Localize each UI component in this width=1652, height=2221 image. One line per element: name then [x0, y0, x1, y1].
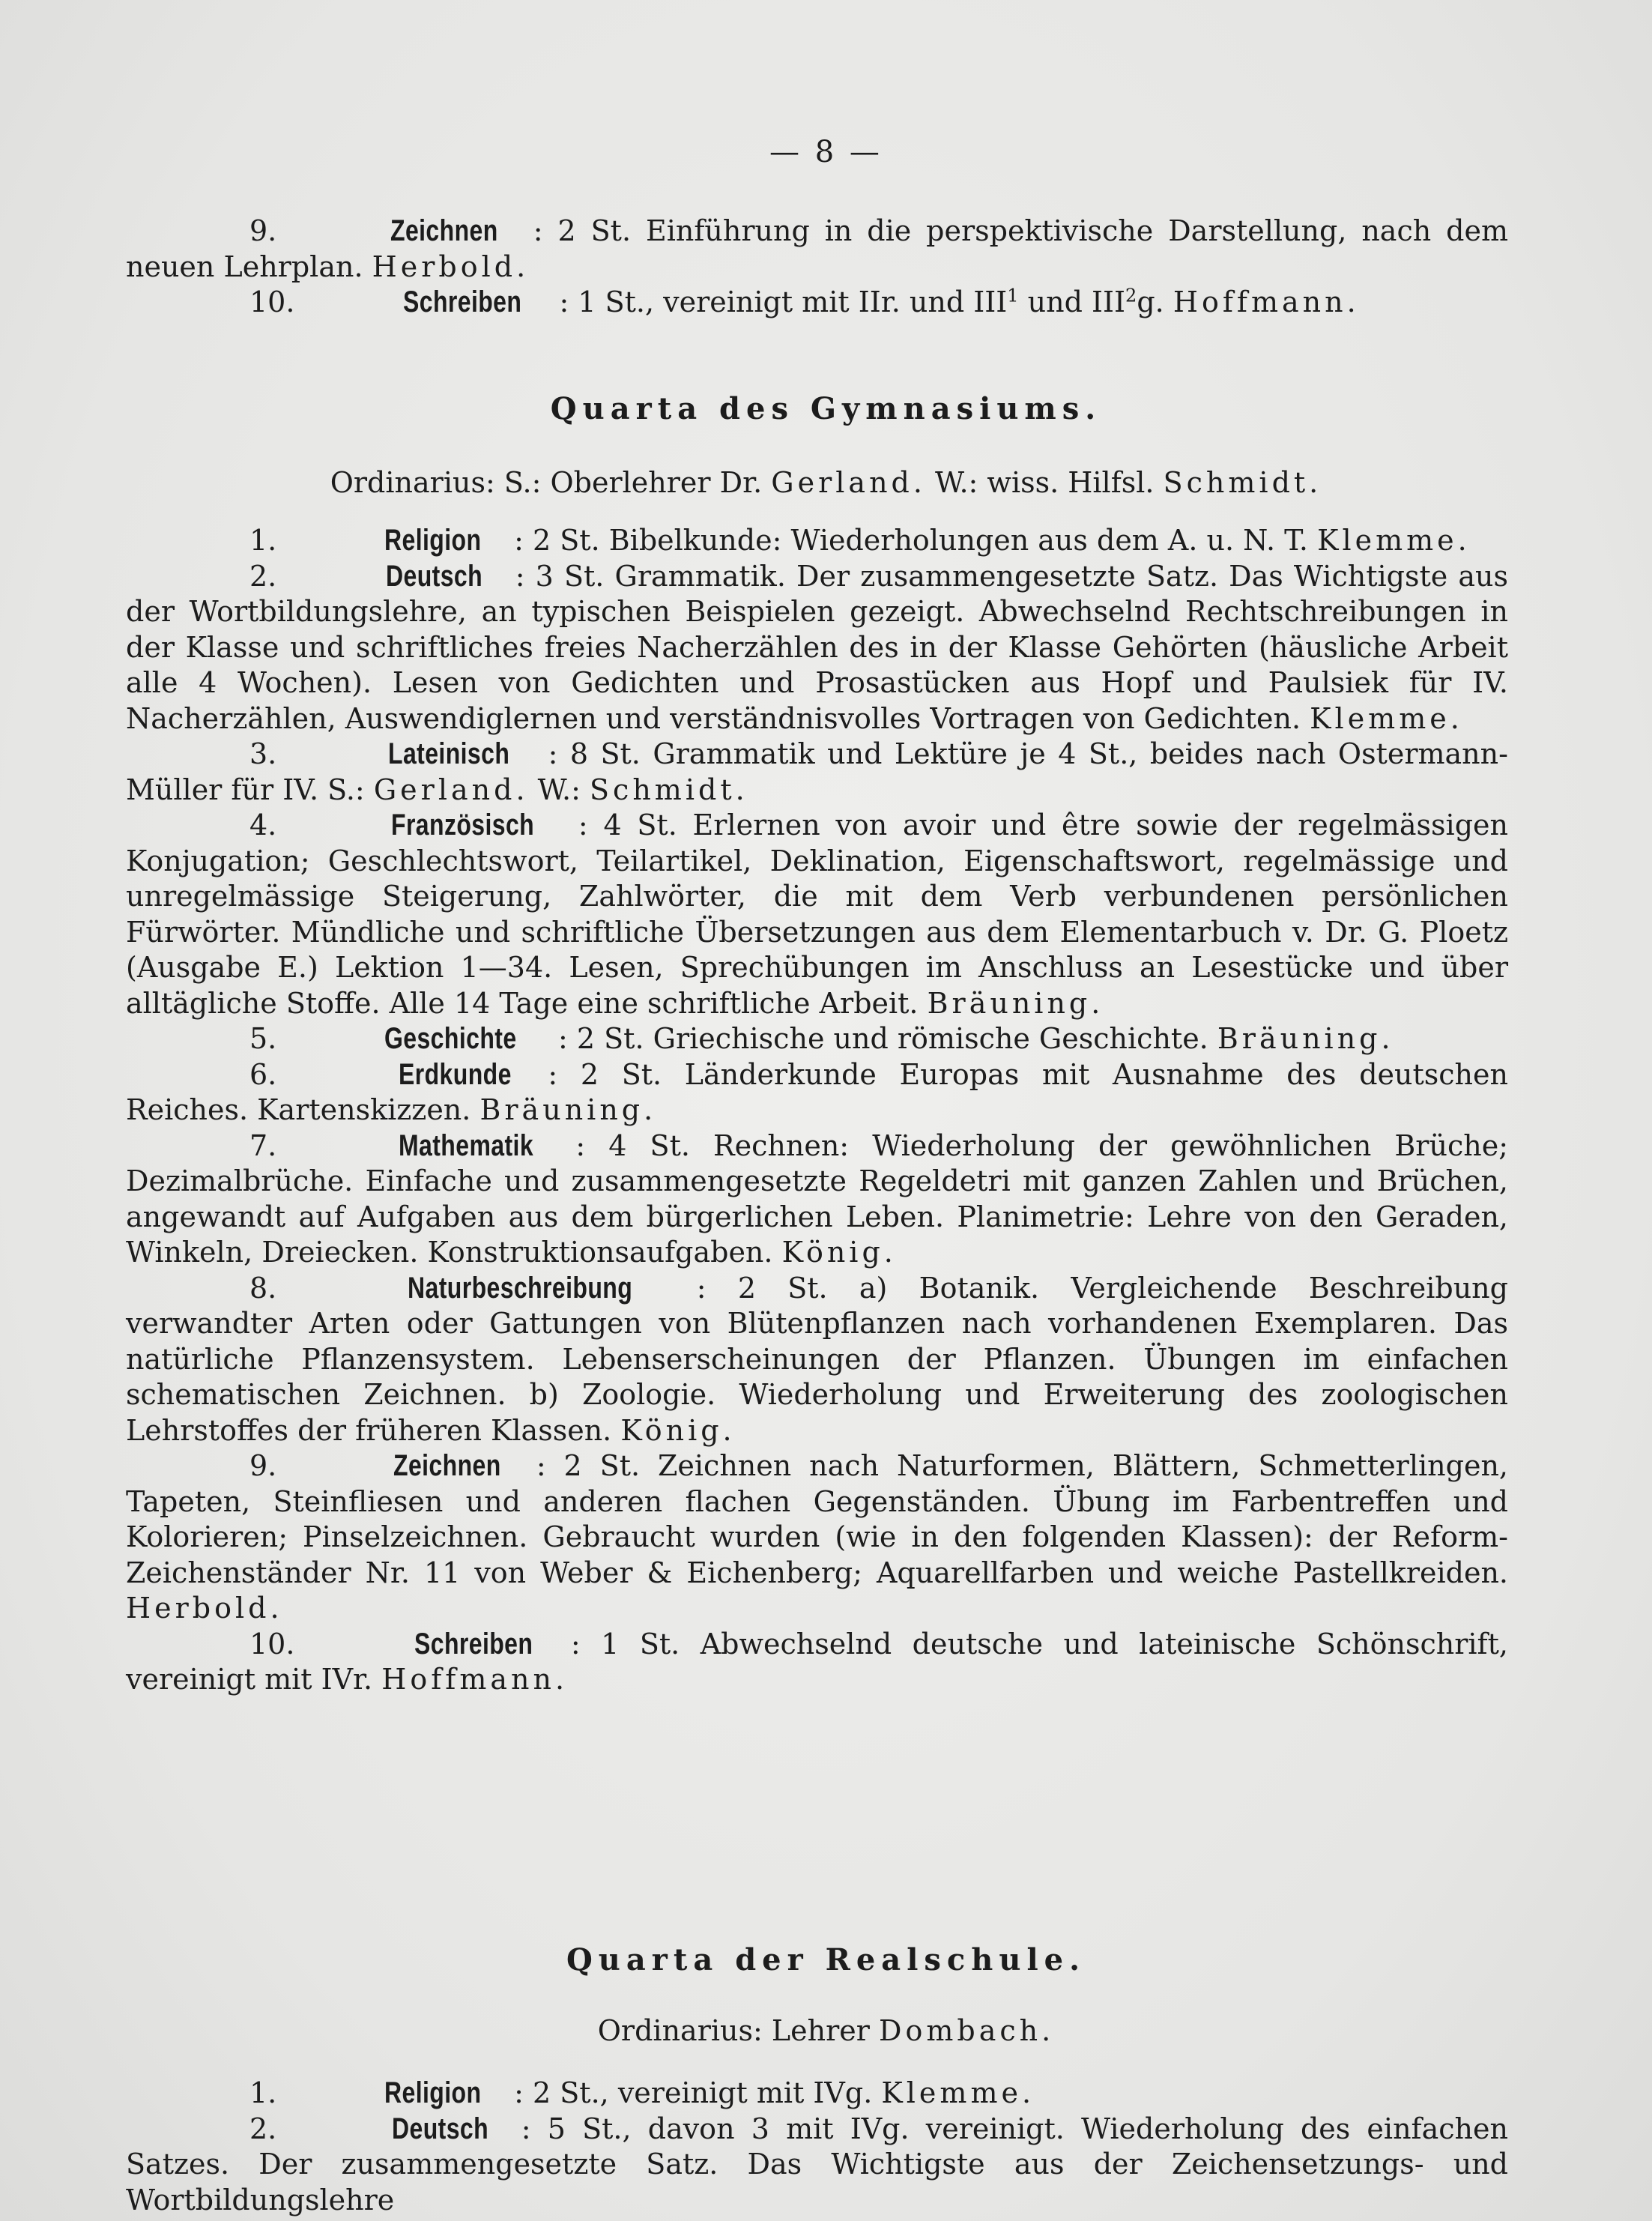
realschule-entries — [126, 2076, 1508, 2218]
section-heading-realschule: Quarta der Realschule. — [566, 1942, 1086, 1977]
entry-zeichnen: 9. Zeichnen : 2 St. Zeichnen nach Naturformen, Blättern, Schmetterlingen, Tapeten, Steinfliesen und anderen flachen Gegenständen. Übung im Farbentreffen und Kolorieren; Pinselzeichnen. Gebraucht wurden (wie in den folgenden Klassen): der Reform-Zeichenständer Nr. 11 von Weber & Eichenberg; Aquarellfarben und weiche Pastellkreiden. Herbold. — [126, 1449, 1508, 1625]
entry-mathematik: 7. Mathematik : 4 St. Rechnen: Wiederholung der gewöhnlichen Brüche; Dezimalbrüche. Einfache und zusammengesetzte Regeldetri mit ganzen Zahlen und Brüchen, angewandt auf Aufgaben aus dem bürgerlichen Leben. Planimetrie: Lehre von den Geraden, Winkeln, Dreiecken. Konstruktionsaufgaben. König. — [126, 1128, 1508, 1269]
entry-franzoesisch: 4. Französisch : 4 St. Erlernen von avoir und être sowie der regelmässigen Konjugation; Geschlechtswort, Teilartikel, Deklination, Eigenschaftswort, regelmässige und unregelmässige Steigerung, Zahlwörter, die mit dem Verb verbundenen persönlichen Fürwörter. Mündliche und schriftliche Übersetzungen aus dem Elementarbuch v. Dr. G. Ploetz (Ausgabe E.) Lektion 1—34. Lesen, Sprechübungen im Anschluss an Lesestücke und über alltägliche Stoffe. Alle 14 Tage eine schriftliche Arbeit. Bräuning. — [126, 809, 1508, 1020]
entry-religion: 1. Religion : 2 St. Bibelkunde: Wiederholungen aus dem A. u. N. T. Klemme. — [126, 523, 1508, 559]
subject-label: Deutsch — [386, 559, 483, 593]
subject-label: Religion — [384, 2076, 482, 2109]
subject-label: Französisch — [391, 809, 535, 841]
subject-label: Lateinisch — [387, 737, 510, 770]
entry-religion-real: 1. Religion : 2 St., vereinigt mit IVg. Klemme. — [126, 2076, 1508, 2112]
subject-label: Schreiben — [402, 285, 521, 318]
section-heading-gymnasium: Quarta des Gymnasiums. — [550, 391, 1102, 426]
subject-label: Zeichnen — [393, 1449, 501, 1482]
subject-label: Erdkunde — [398, 1057, 512, 1091]
subject-label: Naturbeschreibung — [407, 1271, 632, 1305]
entry-zeichnen-top: 9. Zeichnen : 2 St. Einführung in die perspektivische Darstellung, nach dem neuen Lehrplan. Herbold. — [126, 214, 1508, 283]
entry-naturbeschreibung: 8. Naturbeschreibung : 2 St. a) Botanik. Vergleichende Beschreibung verwandter Arten oder Gattungen von Blütenpflanzen nach vorhandenen Exemplaren. Das natürliche Pflanzensystem. Lebenserscheinungen der Pflanzen. Übungen im einfachen schematischen Zeichnen. b) Zoologie. Wiederholung und Erweiterung des zoologischen Lehrstoffes der früheren Klassen. König. — [126, 1271, 1508, 1447]
subject-label: Mathematik — [399, 1128, 534, 1162]
ordinarius-realschule: Ordinarius: Lehrer Dombach. — [597, 2014, 1055, 2047]
subject-label: Religion — [384, 524, 482, 557]
entry-lateinisch: 3. Lateinisch : 8 St. Grammatik und Lektüre je 4 St., beides nach Ostermann-Müller für IV. S.: Gerland. W.: Schmidt. — [126, 737, 1508, 806]
entry-schreiben-top: 10. Schreiben : 1 St., vereinigt mit IIr. und III$^1$ und III$^2$g. Hoffmann. — [126, 285, 1508, 321]
entry-schreiben: 10. Schreiben : 1 St. Abwechselnd deutsche und lateinische Schönschrift, vereinigt mit IVr. Hoffmann. — [126, 1627, 1508, 1696]
subject-label: Deutsch — [392, 2112, 489, 2145]
gymnasium-entries — [126, 523, 1508, 1698]
top-entries — [126, 214, 1508, 321]
subject-label: Schreiben — [414, 1627, 533, 1661]
entry-deutsch: 2. Deutsch : 3 St. Grammatik. Der zusammengesetzte Satz. Das Wichtigste aus der Wortbildungslehre, an typischen Beispielen gezeigt. Abwechselnd Rechtschreibungen in der Klasse und schriftliches freies Nacherzählen des in der Klasse Gehörten (häusliche Arbeit alle 4 Wochen). Lesen von Gedichten und Prosastücken aus Hopf und Paulsiek für IV. Nacherzählen, Auswendiglernen und verständnisvolles Vortragen von Gedichten. Klemme. — [126, 559, 1508, 735]
subject-label: Geschichte — [384, 1022, 517, 1055]
page-number: — 8 — — [769, 135, 883, 169]
entry-deutsch-real: 2. Deutsch : 5 St., davon 3 mit IVg. vereinigt. Wiederholung des einfachen Satzes. Der zusammengesetzte Satz. Das Wichtigste aus der Zeichensetzungs- und Wortbildungslehre — [126, 2112, 1508, 2217]
entry-geschichte: 5. Geschichte : 2 St. Griechische und römische Geschichte. Bräuning. — [126, 1021, 1508, 1057]
ordinarius-gymnasium: Ordinarius: S.: Oberlehrer Dr. Gerland. W.: wiss. Hilfsl. Schmidt. — [330, 466, 1322, 499]
entry-erdkunde: 6. Erdkunde : 2 St. Länderkunde Europas mit Ausnahme des deutschen Reiches. Kartenskizzen. Bräuning. — [126, 1057, 1508, 1126]
subject-label: Zeichnen — [390, 214, 498, 247]
